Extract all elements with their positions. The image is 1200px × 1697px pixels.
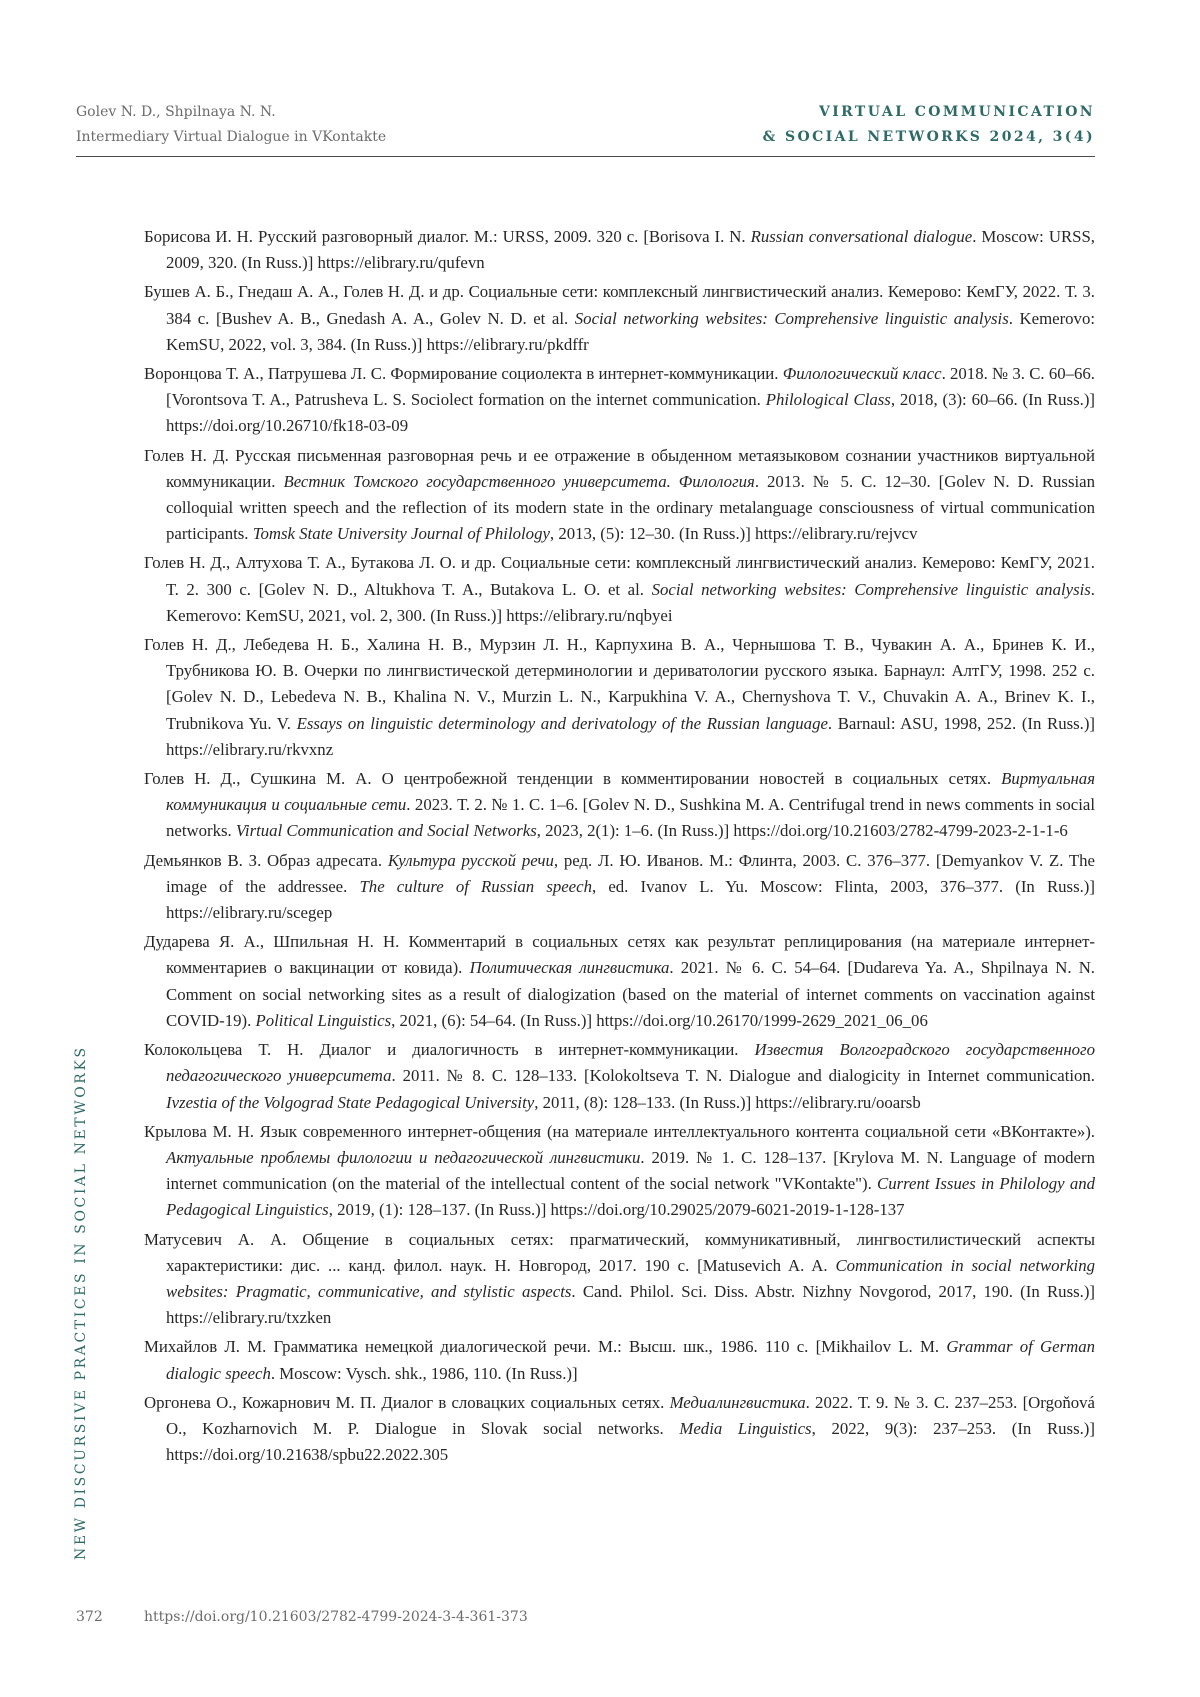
reference-item: Матусевич А. А. Общение в социальных сетях: прагматический, коммуникативный, лингвостилистический аспекты характеристики: дис. ... канд. филол. наук. Н. Новгород, 2017. 190 с. [Matusevich A. A. Communication in social networking websites: Pragmatic, communicative, and stylistic aspects. Cand. Philol. Sci. Diss. Abstr. Nizhny Novgorod, 2017, 190. (In Russ.)] https://elibrary.ru/txzken xyxy=(144,1227,1095,1332)
reference-item: Борисова И. Н. Русский разговорный диалог. М.: URSS, 2009. 320 с. [Borisova I. N. Russian conversational dialogue. Moscow: URSS, 2009, 320. (In Russ.)] https://elibrary.ru/qufevn xyxy=(144,224,1095,276)
running-header-right xyxy=(763,100,1095,150)
reference-item: Крылова М. Н. Язык современного интернет-общения (на материале интеллектуального контента социальной сети «ВКонтакте»). Актуальные проблемы филологии и педагогической лингвистики. 2019. № 1. С. 128–137. [Krylova M. N. Language of modern internet communication (on the material of the intellectual content of the social network "VKontakte"). Current Issues in Philology and Pedagogical Linguistics, 2019, (1): 128–137. (In Russ.)] https://doi.org/10.29025/2079-6021-2019-1-128-137 xyxy=(144,1119,1095,1224)
running-header-left xyxy=(76,100,386,150)
reference-item: Колокольцева Т. Н. Диалог и диалогичность в интернет-коммуникации. Известия Волгоградского государственного педагогического университета. 2011. № 8. С. 128–133. [Kolokoltseva T. N. Dialogue and dialogicity in Internet communication. Ivzestia of the Volgograd State Pedagogical University, 2011, (8): 128–133. (In Russ.)] https://elibrary.ru/ooarsb xyxy=(144,1037,1095,1116)
header-authors: Golev N. D., Shpilnaya N. N. xyxy=(76,100,386,125)
reference-item: Демьянков В. З. Образ адресата. Культура русской речи, ред. Л. Ю. Иванов. М.: Флинта, 2003. С. 376–377. [Demyankov V. Z. The image of the addressee. The culture of Russian speech, ed. Ivanov L. Yu. Moscow: Flinta, 2003, 376–377. (In Russ.)] https://elibrary.ru/scegep xyxy=(144,848,1095,927)
reference-item: Бушев А. Б., Гнедаш А. А., Голев Н. Д. и др. Социальные сети: комплексный лингвистический анализ. Кемерово: КемГУ, 2022. Т. 3. 384 с. [Bushev A. B., Gnedash A. A., Golev N. D. et al. Social networking websites: Comprehensive linguistic analysis. Kemerovo: KemSU, 2022, vol. 3, 384. (In Russ.)] https://elibrary.ru/pkdffr xyxy=(144,279,1095,358)
reference-item: Голев Н. Д., Лебедева Н. Б., Халина Н. В., Мурзин Л. Н., Карпухина В. А., Чернышова Т. В., Чувакин А. А., Бринев К. И., Трубникова Ю. В. Очерки по лингвистической детерминологии и дериватологии русского языка. Барнаул: АлтГУ, 1998. 252 с. [Golev N. D., Lebedeva N. B., Khalina N. V., Murzin L. N., Karpukhina V. A., Chernyshova T. V., Chuvakin A. A., Brinev K. I., Trubnikova Yu. V. Essays on linguistic determinology and derivatology of the Russian language. Barnaul: ASU, 1998, 252. (In Russ.)] https://elibrary.ru/rkvxnz xyxy=(144,632,1095,763)
footer-doi: https://doi.org/10.21603/2782-4799-2024-3-4-361-373 xyxy=(144,1609,528,1625)
reference-item: Воронцова Т. А., Патрушева Л. С. Формирование социолекта в интернет-коммуникации. Филологический класс. 2018. № 3. С. 60–66. [Vorontsova T. A., Patrusheva L. S. Sociolect formation on the internet communication. Philological Class, 2018, (3): 60–66. (In Russ.)] https://doi.org/10.26710/fk18-03-09 xyxy=(144,361,1095,440)
journal-name-line2: & SOCIAL NETWORKS 2024, 3(4) xyxy=(763,125,1095,150)
reference-item: Голев Н. Д., Алтухова Т. А., Бутакова Л. О. и др. Социальные сети: комплексный лингвистический анализ. Кемерово: КемГУ, 2021. Т. 2. 300 с. [Golev N. D., Altukhova T. A., Butakova L. O. et al. Social networking websites: Comprehensive linguistic analysis. Kemerovo: KemSU, 2021, vol. 2, 300. (In Russ.)] https://elibrary.ru/nqbyei xyxy=(144,550,1095,629)
page-number: 372 xyxy=(76,1609,103,1625)
reference-item: Голев Н. Д., Сушкина М. А. О центробежной тенденции в комментировании новостей в социальных сетях. Виртуальная коммуникация и социальные сети. 2023. Т. 2. № 1. С. 1–6. [Golev N. D., Sushkina M. A. Centrifugal trend in news comments in social networks. Virtual Communication and Social Networks, 2023, 2(1): 1–6. (In Russ.)] https://doi.org/10.21603/2782-4799-2023-2-1-1-6 xyxy=(144,766,1095,845)
section-side-label: NEW DISCURSIVE PRACTICES IN SOCIAL NETWORKS xyxy=(70,1040,92,1560)
reference-item: Михайлов Л. М. Грамматика немецкой диалогической речи. М.: Высш. шк., 1986. 110 с. [Mikhailov L. M. Grammar of German dialogic speech. Moscow: Vysch. shk., 1986, 110. (In Russ.)] xyxy=(144,1334,1095,1386)
header-article-title: Intermediary Virtual Dialogue in VKontakte xyxy=(76,125,386,150)
reference-item: Голев Н. Д. Русская письменная разговорная речь и ее отражение в обыденном метаязыковом сознании участников виртуальной коммуникации. Вестник Томского государственного университета. Филология. 2013. № 5. С. 12–30. [Golev N. D. Russian colloquial written speech and the reflection of its modern state in the ordinary metalanguage consciousness of virtual communication participants. Tomsk State University Journal of Philology, 2013, (5): 12–30. (In Russ.)] https://elibrary.ru/rejvcv xyxy=(144,443,1095,548)
reference-item: Оргонева О., Кожарнович М. П. Диалог в словацких социальных сетях. Медиалингвистика. 2022. Т. 9. № 3. С. 237–253. [Orgoňová O., Kozharnovich M. P. Dialogue in Slovak social networks. Media Linguistics, 2022, 9(3): 237–253. (In Russ.)] https://doi.org/10.21638/spbu22.2022.305 xyxy=(144,1390,1095,1469)
header-divider xyxy=(76,156,1095,157)
reference-list xyxy=(144,224,1095,1471)
journal-name-line1: VIRTUAL COMMUNICATION xyxy=(763,100,1095,125)
reference-item: Дударева Я. А., Шпильная Н. Н. Комментарий в социальных сетях как результат реплицирования (на материале интернет-комментариев о вакцинации от ковида). Политическая лингвистика. 2021. № 6. С. 54–64. [Dudareva Ya. A., Shpilnaya N. N. Comment on social networking sites as a result of dialogization (based on the material of internet comments on vaccination against COVID-19). Political Linguistics, 2021, (6): 54–64. (In Russ.)] https://doi.org/10.26170/1999-2629_2021_06_06 xyxy=(144,929,1095,1034)
